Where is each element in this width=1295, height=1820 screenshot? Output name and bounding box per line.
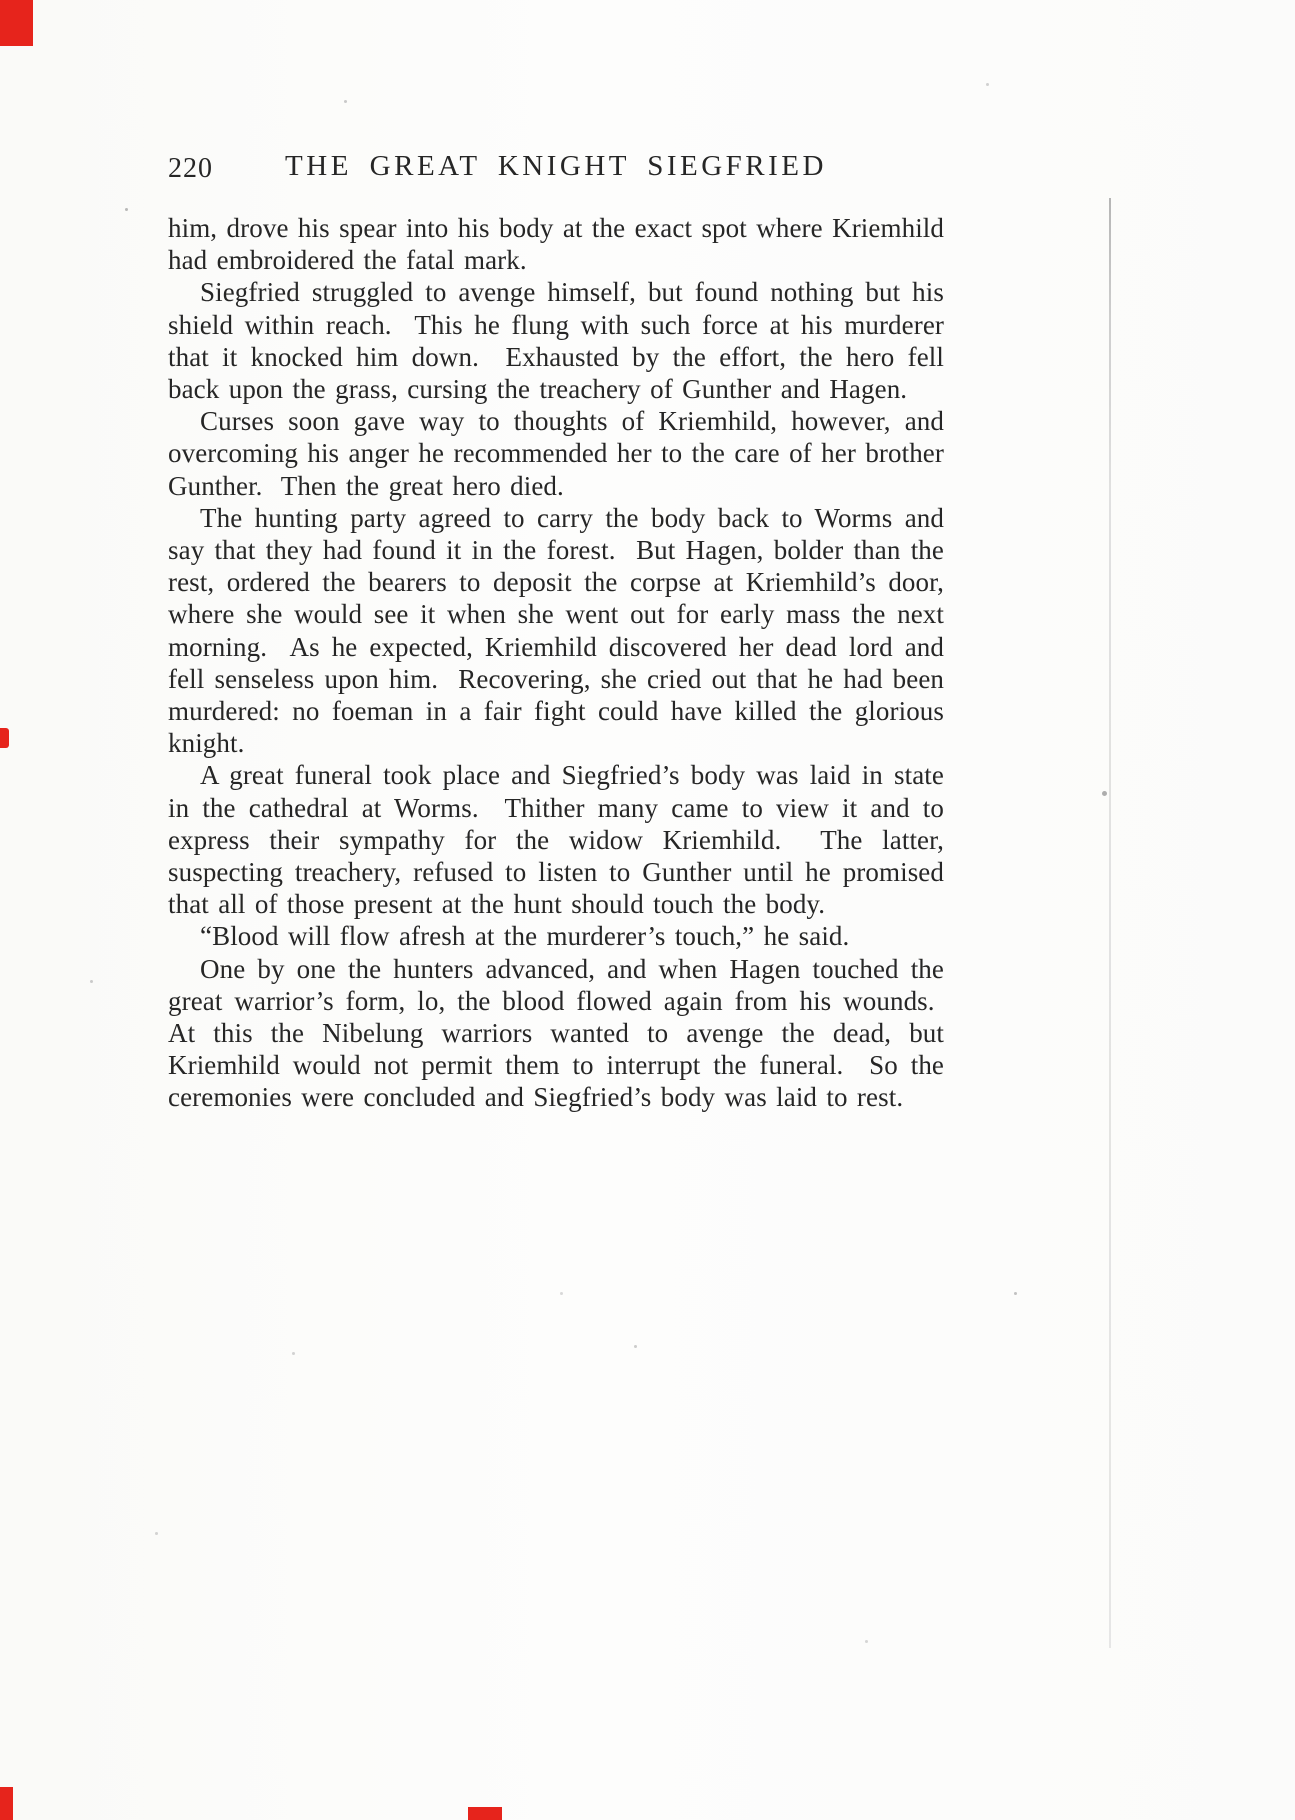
page-gutter-scan-line (1109, 198, 1111, 1648)
red-edge-mark-top-left (0, 0, 33, 46)
red-edge-mark-left (0, 728, 9, 748)
paragraph-continuation: him, drove his spear into his body at the exact spot where Kriemhild had embroidered the fatal mark. (168, 213, 944, 276)
running-title: THE GREAT KNIGHT SIEGFRIED (285, 150, 827, 182)
paragraph: One by one the hunters advanced, and when Hagen touched the great warrior’s form, lo, the blood flowed again from his wounds. At this the Nibelung warriors wanted to avenge the dead, but Kriemhild would not permit them to interrupt the funeral. So the ceremonies were concluded and Siegfried’s body was laid to rest. (168, 953, 944, 1113)
paragraph-quote: “Blood will flow afresh at the murderer’s touch,” he said. (200, 921, 850, 952)
red-edge-mark-bottom (468, 1807, 502, 1820)
page-content (168, 150, 944, 1114)
paragraph: A great funeral took place and Siegfried’s body was laid in state in the cathedral at Worms. Thither many came to view it and to express their sympathy for the widow Kriemhild. The latter, suspecting treachery, refused to listen to Gunther until he promised that all of those present at the hunt should touch the body. (168, 760, 944, 920)
body-text (168, 212, 944, 1114)
paragraph: The hunting party agreed to carry the body back to Worms and say that they had found it in the forest. But Hagen, bolder than the rest, ordered the bearers to deposit the corpse at Kriemhild’s door, where she would see it when she went out for early mass the next morning. As he expected, Kriemhild discovered her dead lord and fell senseless upon him. Recovering, she cried out that he had been murdered: no foeman in a fair fight could have killed the glorious knight. (168, 502, 944, 759)
red-edge-mark-bottom-left (0, 1787, 13, 1820)
page-number: 220 (168, 153, 213, 184)
paragraph: Siegfried struggled to avenge himself, but found nothing but his shield within reach. This he flung with such force at his murderer that it knocked him down. Exhausted by the effort, the hero fell back upon the grass, cursing the treachery of Gunther and Hagen. (168, 277, 944, 405)
scan-speckles (125, 208, 128, 211)
paragraph: Curses soon gave way to thoughts of Kriemhild, however, and overcoming his anger he recommended her to the care of her brother Gunther. Then the great hero died. (168, 406, 944, 501)
page-header (168, 150, 944, 194)
